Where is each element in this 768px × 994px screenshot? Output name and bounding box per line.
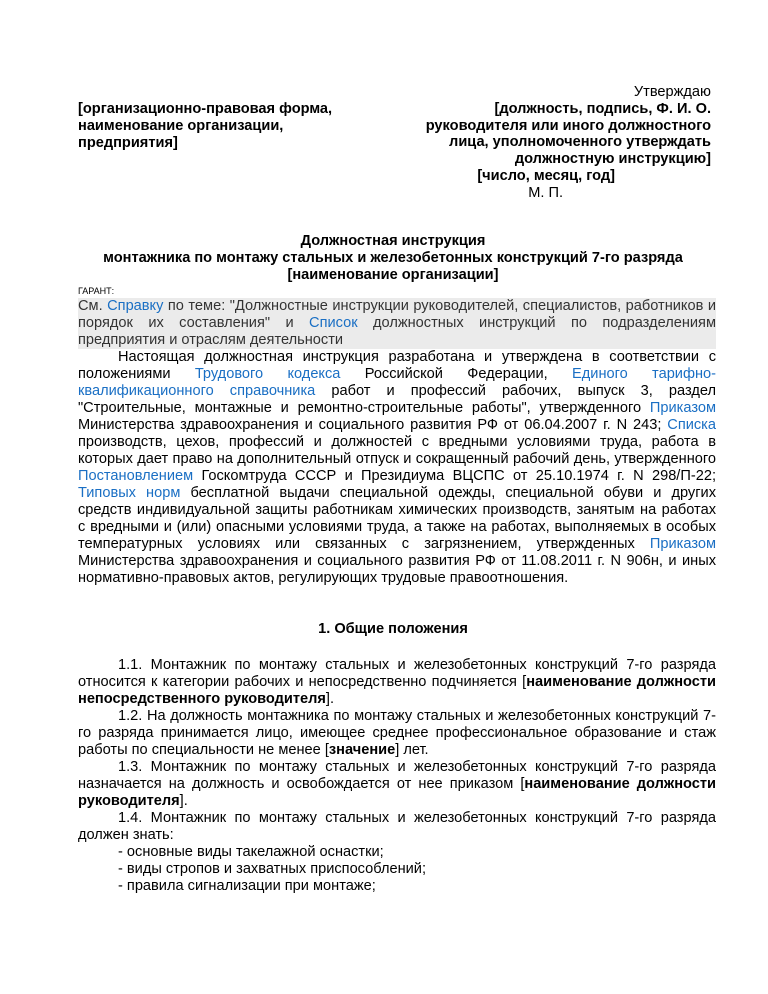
intro-text: работ и профессий рабочих, выпуск 3, раздел "Строительные, монтажные и ремонтно-строительные работы", утвержденного bbox=[78, 383, 716, 416]
note-text-3: должностных инструкций по подразделениям предприятия и отраслям деятельности bbox=[78, 315, 716, 348]
list-item: - виды стропов и захватных приспособлений; bbox=[118, 861, 427, 877]
list-item: - правила сигнализации при монтаже; bbox=[118, 878, 376, 894]
garant-label: ГАРАНТ: bbox=[78, 286, 115, 296]
seal-label: М. П. bbox=[528, 184, 563, 201]
intro-text: производств, цехов, профессий и должностей с вредными условиями труда, работа в которых дает право на дополнительный отпуск и сокращенный рабочий день, утвержденного bbox=[78, 434, 716, 467]
resolution-link[interactable]: Постановлением bbox=[78, 468, 194, 484]
approval-block bbox=[400, 84, 711, 202]
order-link-2[interactable]: Приказом bbox=[649, 536, 716, 552]
section-1-points bbox=[78, 657, 716, 895]
point-text: 1.1. Монтажник по монтажу стальных и железобетонных конструкций 7-го разряда относится к категории рабочих и непосредственно подчиняется [ bbox=[78, 657, 716, 690]
garant-note bbox=[78, 298, 716, 349]
organization-placeholder: [организационно-правовая форма, наименование организации, предприятия] bbox=[78, 101, 333, 151]
approver-placeholder: [должность, подпись, Ф. И. О. руководителя или иного должностного лица, уполномоченного утверждать должностную инструкцию] bbox=[425, 100, 711, 168]
intro-paragraph bbox=[78, 349, 716, 587]
title-line-3: [наименование организации] bbox=[287, 267, 499, 283]
intro-text: Министерства здравоохранения и социального развития РФ от 06.04.2007 г. N 243; bbox=[78, 417, 668, 433]
order-link[interactable]: Приказом bbox=[649, 400, 716, 416]
point-1-2 bbox=[78, 708, 716, 759]
placeholder-field: значение bbox=[328, 742, 396, 758]
standard-norms-link[interactable]: Типовых норм bbox=[78, 485, 181, 501]
point-1-3 bbox=[78, 759, 716, 810]
intro-text: Министерства здравоохранения и социального развития РФ от 11.08.2011 г. N 906н, и иных нормативно-правовых актов, регулирующих трудовые правоотношения. bbox=[78, 553, 716, 586]
title-line-1: Должностная инструкция bbox=[300, 233, 486, 249]
point-1-1 bbox=[78, 657, 716, 708]
placeholder-field: наименование должности руководителя bbox=[78, 776, 716, 809]
list-item: - основные виды такелажной оснастки; bbox=[118, 844, 384, 860]
intro-text: Настоящая должностная инструкция разработана и утверждена в соответствии с положениями bbox=[78, 349, 716, 382]
note-text-1: См. bbox=[78, 298, 108, 314]
intro-text: бесплатной выдачи специальной одежды, специальной обуви и других средств индивидуальной защиты работникам химических производств, занятым на работах с вредными и (или) опасными условиями труда, а также на работах, выполняемых в особых температурных условиях или связанных с загрязнением, утвержденных bbox=[78, 485, 716, 552]
date-placeholder: [число, месяц, год] bbox=[477, 167, 615, 184]
section-heading: 1. Общие положения bbox=[318, 621, 468, 637]
point-1-4: 1.4. Монтажник по монтажу стальных и железобетонных конструкций 7-го разряда должен знать: bbox=[78, 810, 716, 843]
point-text: 1.2. На должность монтажника по монтажу стальных и железобетонных конструкций 7-го разряда принимается лицо, имеющее среднее профессиональное образование и стаж работы по специальности не менее [ bbox=[78, 708, 716, 758]
intro-text: Госкомтруда СССР и Президиума ВЦСПС от 25.10.1974 г. N 298/П-22; bbox=[193, 468, 716, 484]
reference-link[interactable]: Справку bbox=[107, 298, 164, 314]
labor-code-link[interactable]: Трудового кодекса bbox=[194, 366, 341, 382]
placeholder-field: наименование должности непосредственного руководителя bbox=[78, 674, 716, 707]
list-link[interactable]: Списка bbox=[667, 417, 716, 433]
point-text: ] лет. bbox=[395, 742, 429, 758]
point-text: 1.3. Монтажник по монтажу стальных и железобетонных конструкций 7-го разряда назначается на должность и освобождается от нее приказом [ bbox=[78, 759, 716, 792]
document-title bbox=[70, 233, 716, 284]
point-text: ]. bbox=[325, 691, 335, 707]
etks-link[interactable]: Единого тарифно-квалификационного справочника bbox=[78, 366, 717, 399]
list-link[interactable]: Список bbox=[309, 315, 358, 331]
note-text-2: по теме: "Должностные инструкции руководителей, специалистов, работников и порядок их составления" и bbox=[78, 298, 716, 331]
intro-text: Российской Федерации, bbox=[340, 366, 573, 382]
title-line-2: монтажника по монтажу стальных и железобетонных конструкций 7-го разряда bbox=[103, 250, 683, 266]
point-text: ]. bbox=[179, 793, 188, 809]
approve-label: Утверждаю bbox=[633, 84, 711, 100]
